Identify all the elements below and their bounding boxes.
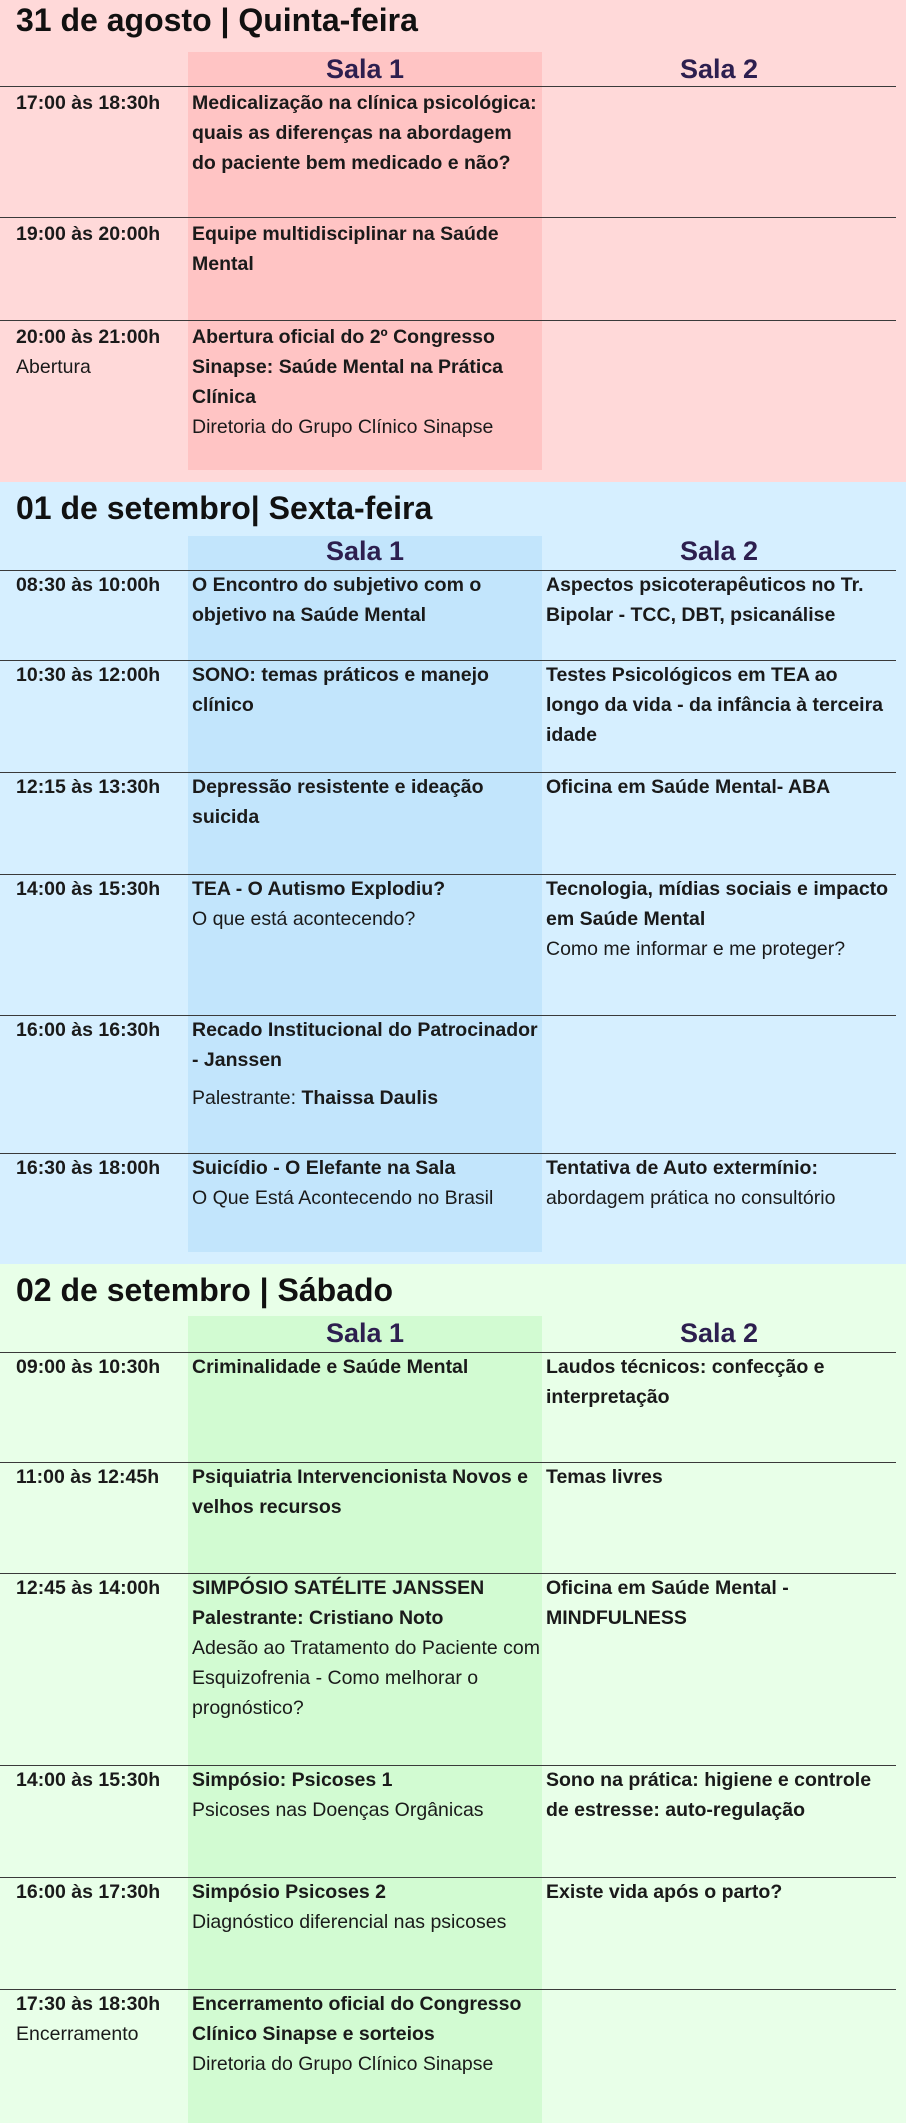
time-slot: 20:00 às 21:00h Abertura	[16, 326, 161, 378]
session-sala1: Encerramento oficial do Congresso Clínico Sinapse e sorteios Diretoria do Grupo Clínico Sinapse	[192, 1993, 522, 2075]
time-slot: 14:00 às 15:30h	[16, 878, 161, 900]
time-slot: 19:00 às 20:00h	[16, 223, 161, 245]
session-sala1: SIMPÓSIO SATÉLITE JANSSEN Palestrante: Cristiano Noto Adesão ao Tratamento do Paciente com Esquizofrenia - Como melhorar o prognóstico?	[192, 1577, 540, 1719]
session-sala1: Simpósio Psicoses 2 Diagnóstico diferencial nas psicoses	[192, 1881, 507, 1933]
day-section-02-setembro	[0, 1264, 906, 2123]
day-title: 02 de setembro | Sábado	[16, 1272, 394, 1308]
session-sala1: Psiquiatria Intervencionista Novos e velhos recursos	[192, 1466, 528, 1518]
day-title: 01 de setembro| Sexta-feira	[16, 490, 433, 526]
session-sala1: Medicalização na clínica psicológica: quais as diferenças na abordagem do paciente bem medicado e não?	[192, 92, 537, 174]
sala2-header: Sala 2	[679, 536, 759, 566]
session-sala1: Criminalidade e Saúde Mental	[192, 1356, 469, 1378]
session-sala1: Simpósio: Psicoses 1 Psicoses nas Doenças Orgânicas	[192, 1769, 484, 1821]
session-sala2: Oficina em Saúde Mental - MINDFULNESS	[546, 1577, 789, 1629]
session-sala1: O Encontro do subjetivo com o objetivo na Saúde Mental	[192, 574, 482, 626]
session-sala2: Testes Psicológicos em TEA ao longo da vida - da infância à terceira idade	[546, 664, 884, 746]
time-slot: 10:30 às 12:00h	[16, 664, 161, 686]
session-sala2: Sono na prática: higiene e controle de estresse: auto-regulação	[546, 1769, 872, 1821]
row-divider	[0, 86, 896, 87]
session-sala2: Existe vida após o parto?	[546, 1881, 783, 1903]
session-sala1: TEA - O Autismo Explodiu? O que está acontecendo?	[192, 878, 446, 930]
session-sala1: Abertura oficial do 2º Congresso Sinapse: Saúde Mental na Prática Clínica Diretoria do Grupo Clínico Sinapse	[192, 326, 504, 438]
sala1-header: Sala 1	[325, 536, 405, 566]
day-title: 31 de agosto | Quinta-feira	[16, 2, 418, 38]
sala1-header: Sala 1	[325, 54, 405, 84]
session-sala2: Temas livres	[546, 1466, 663, 1488]
time-slot: 08:30 às 10:00h	[16, 574, 161, 596]
session-sala1: Depressão resistente e ideação suicida	[192, 776, 484, 828]
sala2-header: Sala 2	[679, 1318, 759, 1348]
time-slot: 16:00 às 16:30h	[16, 1019, 161, 1041]
speaker-line: Palestrante: Thaissa Daulis	[192, 1087, 439, 1109]
day-section-01-setembro	[0, 482, 906, 1264]
session-sala2: Tentativa de Auto extermínio: abordagem prática no consultório	[546, 1157, 836, 1209]
time-slot: 12:15 às 13:30h	[16, 776, 161, 798]
time-slot: 11:00 às 12:45h	[16, 1466, 160, 1488]
row-divider	[0, 217, 896, 218]
day-section-31-agosto	[0, 0, 906, 482]
time-slot: 09:00 às 10:30h	[16, 1356, 161, 1378]
session-sala1: SONO: temas práticos e manejo clínico	[192, 664, 489, 716]
sala1-header: Sala 1	[325, 1318, 405, 1348]
time-slot: 17:30 às 18:30h Encerramento	[16, 1993, 161, 2045]
session-sala1: Equipe multidisciplinar na Saúde Mental	[192, 223, 499, 275]
time-slot: 12:45 às 14:00h	[16, 1577, 161, 1599]
time-slot: 16:00 às 17:30h	[16, 1881, 161, 1903]
session-sala2: Aspectos psicoterapêuticos no Tr. Bipolar - TCC, DBT, psicanálise	[546, 574, 864, 626]
session-sala2: Oficina em Saúde Mental- ABA	[546, 776, 831, 798]
sala2-header: Sala 2	[679, 54, 759, 84]
time-slot: 14:00 às 15:30h	[16, 1769, 161, 1791]
session-sala1: Recado Institucional do Patrocinador - Janssen Palestrante: Thaissa Daulis	[192, 1015, 540, 1113]
session-sala1: Suicídio - O Elefante na Sala O Que Está Acontecendo no Brasil	[192, 1157, 494, 1209]
time-slot: 17:00 às 18:30h	[16, 92, 161, 114]
session-sala2: Laudos técnicos: confecção e interpretação	[546, 1356, 825, 1408]
time-slot: 16:30 às 18:00h	[16, 1157, 161, 1179]
session-sala2: Tecnologia, mídias sociais e impacto em Saúde Mental Como me informar e me proteger?	[546, 878, 889, 960]
row-divider	[0, 320, 896, 321]
